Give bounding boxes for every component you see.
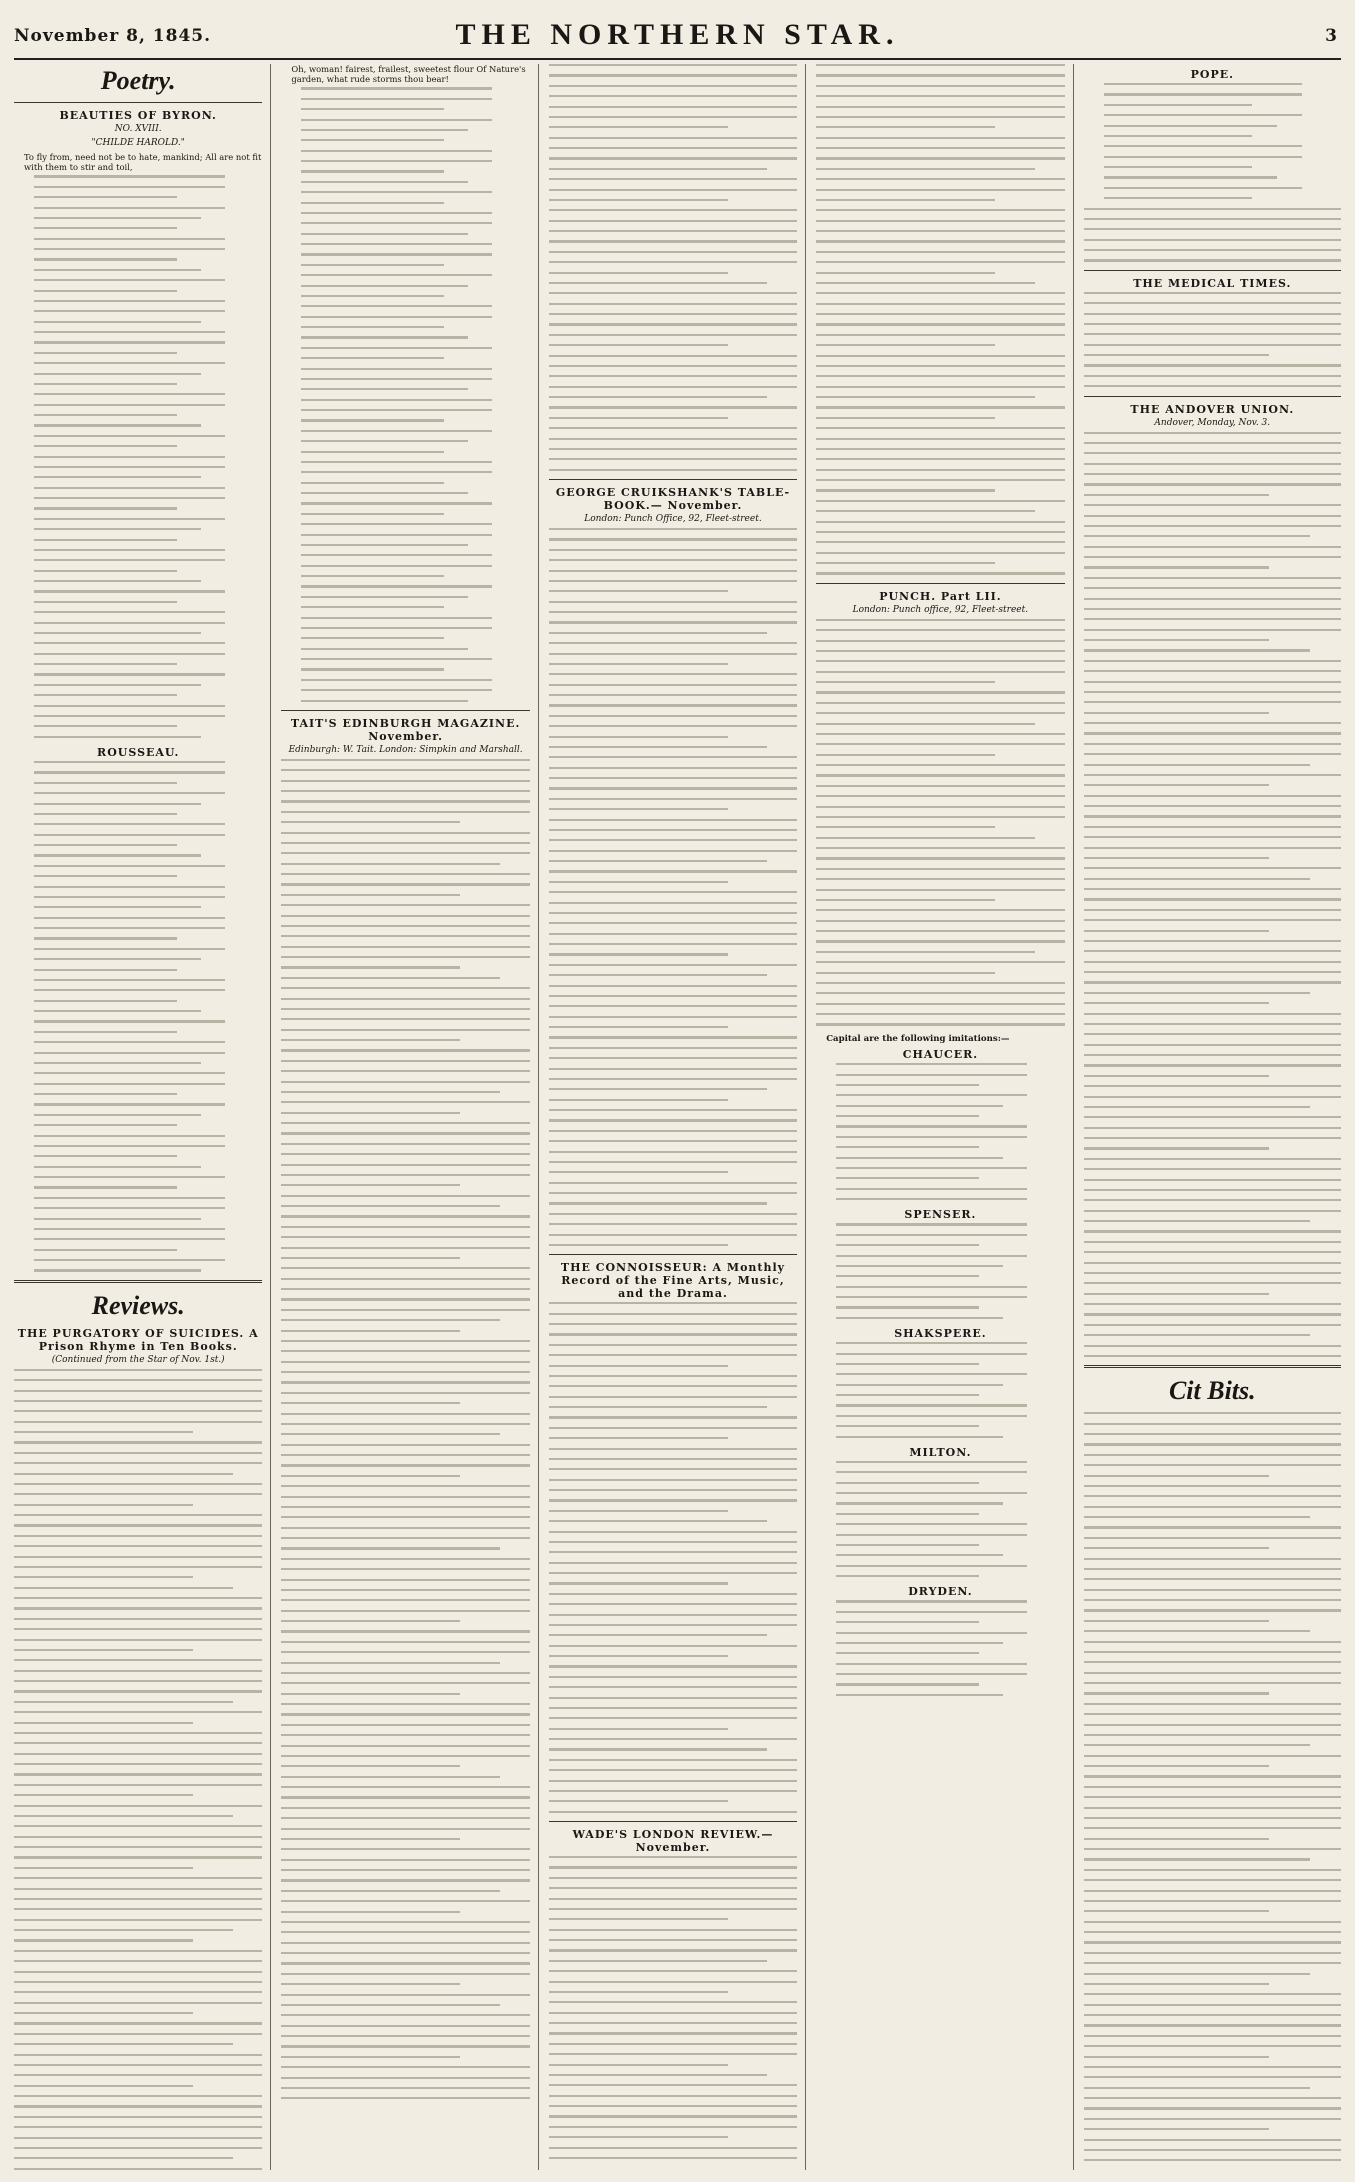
poetry-heading: Poetry. — [100, 66, 176, 95]
punch-review-body — [816, 619, 1064, 1026]
pope-verse — [1084, 83, 1341, 199]
reviews-heading: Reviews. — [91, 1290, 185, 1320]
shakspere-verse — [816, 1342, 1064, 1438]
spenser-verse — [816, 1223, 1064, 1319]
poem-continuation-opening: Oh, woman! fairest, frailest, sweetest flour Of Nature's garden, what rude storms thou bear! — [291, 64, 526, 85]
connoisseur-title: THE CONNOISSEUR: A Monthly Record of the Fine Arts, Music, and the Drama. — [560, 1261, 786, 1301]
medical-times-title: THE MEDICAL TIMES. — [1133, 276, 1292, 290]
newspaper-columns — [14, 64, 1341, 2170]
tait-title: TAIT'S EDINBURGH MAGAZINE. November. — [290, 716, 521, 743]
column-2 — [281, 64, 538, 2170]
review-continued-note: (Continued from the Star of Nov. 1st.) — [51, 1354, 225, 1365]
divider — [549, 479, 797, 480]
poem-continuation — [281, 87, 529, 701]
divider — [1084, 270, 1341, 271]
andover-union-title: THE ANDOVER UNION. — [1130, 402, 1295, 416]
wade-review-body — [549, 1856, 797, 2159]
poem-title: BEAUTIES OF BYRON. — [59, 109, 217, 122]
newspaper-title: THE NORTHERN STAR. — [455, 18, 900, 51]
dryden-heading: DRYDEN. — [908, 1585, 973, 1599]
andover-union-body — [1084, 432, 1341, 1358]
punch-publisher: London: Punch office, 92, Fleet-street. — [852, 604, 1029, 615]
milton-verse — [816, 1461, 1064, 1577]
continued-article — [1084, 208, 1341, 262]
imitations-note: Capital are the following imitations:— — [826, 1033, 1010, 1044]
milton-heading: MILTON. — [909, 1445, 972, 1459]
tit-bits-heading: Cit Bits. — [1168, 1376, 1256, 1406]
pope-heading: POPE. — [1190, 68, 1234, 81]
punch-title: PUNCH. Part LII. — [879, 589, 1002, 603]
column-5 — [1084, 64, 1341, 2170]
divider — [281, 710, 529, 711]
rousseau-body — [14, 761, 262, 1272]
tit-bits-body — [1084, 1412, 1341, 2170]
spenser-heading: SPENSER. — [904, 1208, 977, 1222]
dryden-verse — [816, 1600, 1064, 1696]
poem-number: NO. XVIII. — [114, 124, 162, 134]
divider — [816, 583, 1064, 584]
issue-date: November 8, 1845. — [14, 26, 212, 46]
review-title: THE PURGATORY OF SUICIDES. A Prison Rhyme in Ten Books. — [17, 1326, 259, 1353]
andover-dateline: Andover, Monday, Nov. 3. — [1154, 417, 1271, 428]
medical-times-body — [1084, 292, 1341, 388]
cruikshank-publisher: London: Punch Office, 92, Fleet-street. — [584, 514, 762, 524]
divider — [14, 1280, 262, 1283]
divider — [1084, 1365, 1341, 1368]
chaucer-verse — [816, 1063, 1064, 1200]
column-4 — [816, 64, 1073, 2170]
chaucer-heading: CHAUCER. — [902, 1048, 979, 1062]
divider — [14, 102, 262, 103]
continued-article — [549, 64, 797, 471]
review-body — [14, 1369, 262, 2170]
masthead — [14, 12, 1341, 60]
divider — [1084, 396, 1341, 397]
column-1 — [14, 64, 271, 2170]
page-number: 3 — [1325, 26, 1337, 46]
poem-body — [14, 175, 262, 737]
cruikshank-title: GEORGE CRUIKSHANK'S TABLE-BOOK.— November. — [555, 486, 791, 512]
poem-subtitle: "CHILDE HAROLD." — [91, 138, 185, 148]
divider — [549, 1821, 797, 1822]
cruikshank-review-body — [549, 528, 797, 1246]
tait-review-body — [281, 759, 529, 2100]
tait-publisher: Edinburgh: W. Tait. London: Simpkin and Marshall. — [288, 744, 523, 755]
continued-article — [816, 64, 1064, 575]
connoisseur-review-body — [549, 1302, 797, 1813]
rousseau-heading: ROUSSEAU. — [97, 746, 180, 760]
shakspere-heading: SHAKSPERE. — [894, 1327, 987, 1341]
column-3 — [549, 64, 806, 2170]
divider — [549, 1254, 797, 1255]
poem-opening: To fly from, need not be to hate, mankind; All are not fit with them to stir and toil, — [24, 152, 262, 173]
wade-review-title: WADE'S LONDON REVIEW.—November. — [572, 1828, 774, 1854]
